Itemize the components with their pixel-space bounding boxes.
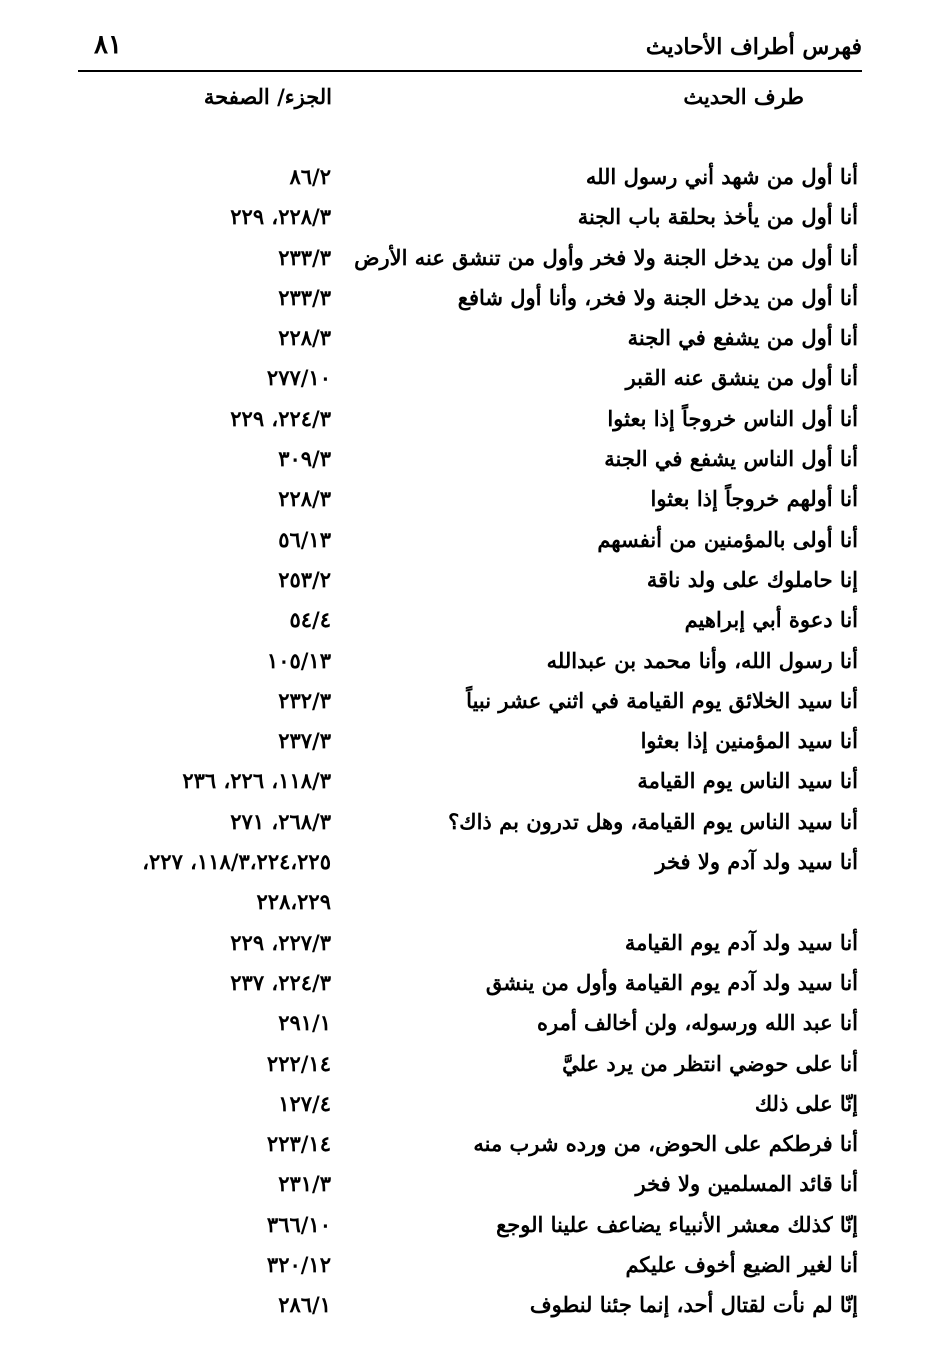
volume-page-reference: ٢٢٢/١٤ [266,1050,331,1076]
index-row [0,281,942,321]
index-row [0,1127,942,1167]
volume-page-reference: ٢٢٨/٣، ٢٢٩ [230,204,331,230]
hadith-incipit: أنا رسول الله، وأنا محمد بن عبدالله [546,647,858,673]
volume-page-reference: ٨٦/٢ [289,164,331,189]
volume-page-reference: ٢٢٨/٣ [278,486,331,512]
running-header [78,28,862,72]
volume-page-reference: ٢٨٦/١ [278,1292,331,1318]
hadith-incipit: أنا سيد الناس يوم القيامة [637,768,858,794]
hadith-incipit: أنا على حوضي انتظر من يرد عليَّ [562,1050,858,1076]
index-row [0,845,942,885]
index-list [0,160,942,1329]
index-row [0,885,942,925]
hadith-incipit: أنا أول الناس خروجاً إذا بعثوا [607,405,858,431]
index-row [0,241,942,281]
volume-page-reference: ٢٣٣/٣ [278,244,331,270]
hadith-incipit: أنا أولى بالمؤمنين من أنفسهم [597,526,858,552]
index-row [0,200,942,240]
hadith-incipit: أنا أول من ينشق عنه القبر [625,365,858,391]
volume-page-reference: ٣٦٦/١٠ [266,1211,331,1237]
hadith-incipit: أنا سيد ولد آدم ولا فخر [655,849,858,875]
index-row [0,402,942,442]
volume-page-reference: ١١٨/٣، ٢٢٦، ٢٣٦ [182,768,331,794]
index-row [0,684,942,724]
index-row [0,1288,942,1328]
hadith-incipit: إنّا على ذلك [754,1090,858,1116]
index-row [0,1167,942,1207]
running-title: فهرس أطراف الأحاديث [645,34,862,60]
hadith-incipit: أنا قائد المسلمين ولا فخر [635,1171,858,1197]
index-row [0,523,942,563]
volume-page-reference: ٢٢٤/٣، ٢٢٩ [230,405,331,431]
volume-page-reference: ٢٣٢/٣ [278,687,331,713]
hadith-incipit: أنا أول الناس يشفع في الجنة [604,446,858,472]
hadith-incipit: أنا سيد الناس يوم القيامة، وهل تدرون بم ذاك؟ [448,808,858,834]
hadith-incipit: أنا دعوة أبي إبراهيم [684,607,858,633]
volume-page-reference: ٢٩١/١ [278,1010,331,1036]
index-row [0,724,942,764]
volume-page-reference: ٢٣٧/٣ [278,728,331,754]
index-row [0,361,942,401]
hadith-incipit: أنا عبد الله ورسوله، ولن أخالف أمره [537,1010,858,1036]
hadith-incipit: أنا سيد ولد آدم يوم القيامة وأول من ينشق [485,969,858,995]
volume-page-reference: ١٠٥/١٣ [266,647,331,673]
volume-page-reference: ٢٧٧/١٠ [266,365,331,391]
index-row [0,563,942,603]
hadith-incipit: أنا أول من يدخل الجنة ولا فخر، وأنا أول شافع [457,284,858,310]
index-row [0,926,942,966]
volume-page-reference: ٢٢٧/٣، ٢٢٩ [230,929,331,955]
volume-page-reference: ٥٤/٤ [289,607,331,633]
hadith-incipit: أنا لغير الضيع أخوف عليكم [625,1252,858,1278]
volume-page-reference: ٣٢٠/١٢ [266,1252,331,1278]
index-row [0,160,942,200]
hadith-incipit: أنا سيد الخلائق يوم القيامة في اثني عشر نبياً [466,687,858,713]
column-header-reference: الجزء/ الصفحة [203,84,332,109]
hadith-incipit: إنّا كذلك معشر الأنبياء يضاعف علينا الوجع [496,1211,858,1237]
hadith-incipit: أنا أولهم خروجاً إذا بعثوا [650,486,858,512]
volume-page-reference: ٣٠٩/٣ [278,446,331,472]
hadith-incipit: أنا أول من يدخل الجنة ولا فخر وأول من تنشق عنه الأرض [354,244,858,270]
volume-page-reference: ١١٨/٣،٢٢٤،٢٢٥، ٢٢٧، [142,849,331,875]
index-row [0,1006,942,1046]
index-row [0,966,942,1006]
hadith-incipit: أنا فرطكم على الحوض، من ورده شرب منه [473,1131,858,1157]
index-row [0,603,942,643]
hadith-incipit: أنا أول من شهد أني رسول الله [585,164,858,189]
index-row [0,644,942,684]
hadith-incipit: أنا أول من يأخذ بحلقة باب الجنة [577,204,858,230]
hadith-incipit: إنا حاملوك على ولد ناقة [646,566,858,592]
index-row [0,805,942,845]
volume-page-reference: ٢٢٤/٣، ٢٣٧ [230,969,331,995]
index-row [0,1248,942,1288]
index-row [0,482,942,522]
volume-page-reference: ١٢٧/٤ [278,1090,331,1116]
volume-page-reference: ٢٢٨/٣ [278,325,331,351]
volume-page-reference: ٥٦/١٣ [278,526,331,552]
hadith-incipit: أنا أول من يشفع في الجنة [627,325,858,351]
index-row [0,1208,942,1248]
volume-page-reference: ٢٢٨،٢٢٩ [256,889,331,915]
index-row [0,442,942,482]
volume-page-reference: ٢٢٣/١٤ [266,1131,331,1157]
index-row [0,321,942,361]
page-number: ٨١ [94,30,122,60]
volume-page-reference: ٢٥٣/٢ [278,566,331,592]
volume-page-reference: ٢٣١/٣ [278,1171,331,1197]
hadith-incipit: أنا سيد ولد آدم يوم القيامة [624,929,858,955]
volume-page-reference: ٢٦٨/٣، ٢٧١ [230,808,331,834]
index-row [0,1047,942,1087]
index-row [0,764,942,804]
hadith-incipit: إنّا لم نأت لقتال أحد، إنما جئنا لنطوف [529,1292,858,1318]
hadith-incipit: أنا سيد المؤمنين إذا بعثوا [640,728,858,754]
volume-page-reference: ٢٣٣/٣ [278,284,331,310]
index-row [0,1087,942,1127]
column-header-hadith: طرف الحديث [683,84,804,109]
